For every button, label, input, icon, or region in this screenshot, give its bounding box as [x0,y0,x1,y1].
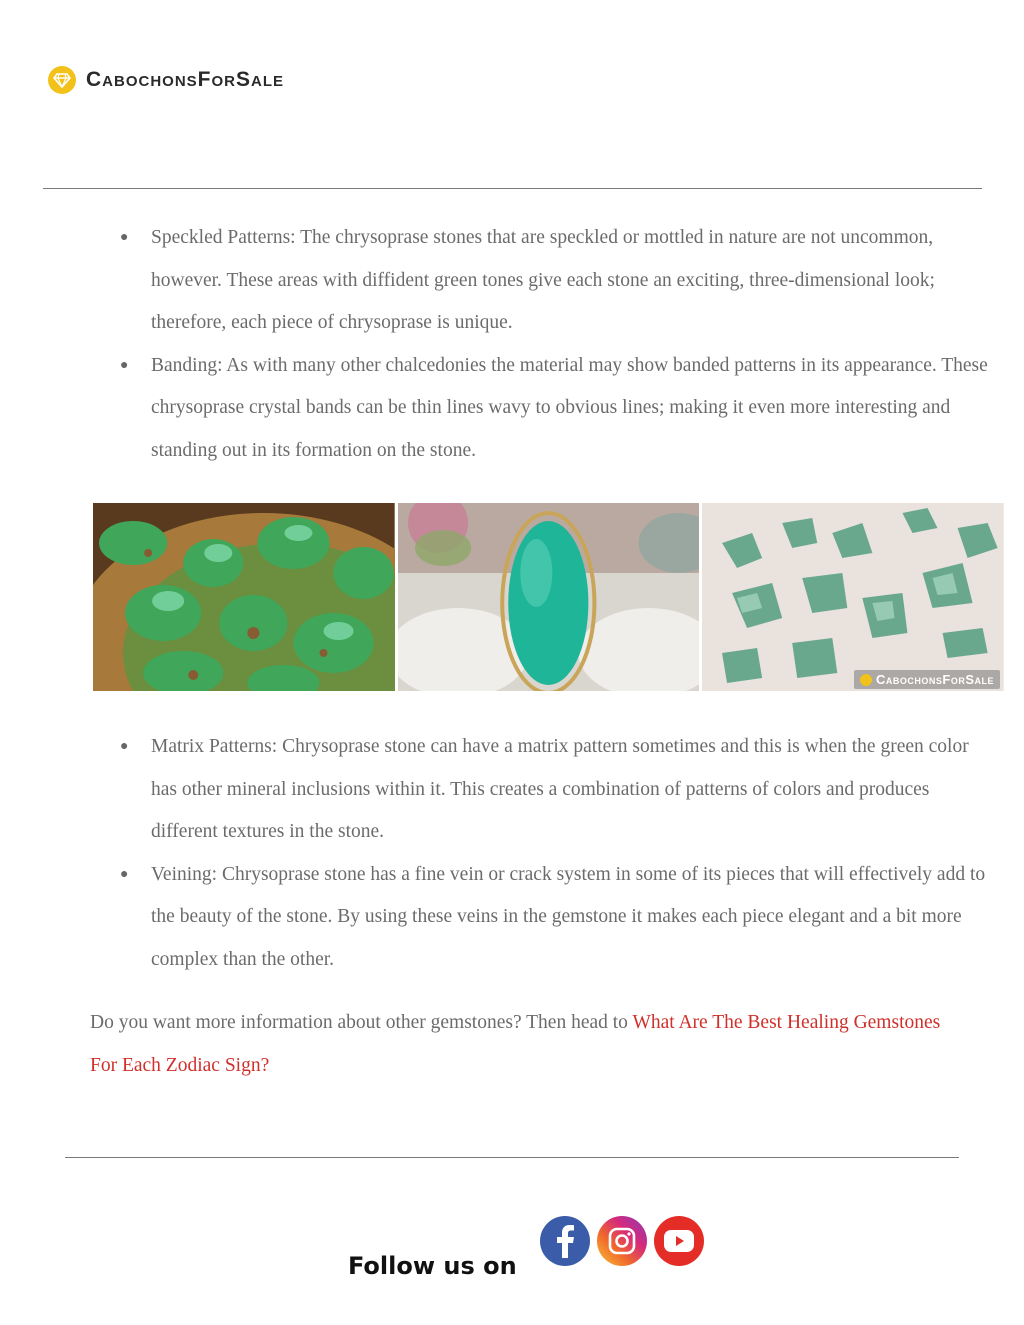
watermark-text: CabochonsForSale [876,672,995,687]
list-item-speckled: ● Speckled Patterns: The chrysoprase stones that are speckled or mottled in nature are not uncommon, however. These areas with diffident green tones give each stone an exciting, three-dimensional look; therefore, each piece of chrysoprase is unique. [110,217,990,345]
header-divider [43,188,982,189]
gem-watermark-icon [860,674,872,686]
list-item-matrix: ● Matrix Patterns: Chrysoprase stone can have a matrix pattern sometimes and this is when the green color has other mineral inclusions within it. This creates a combination of patterns of colors and produces different textures in the stone. [110,726,990,854]
instagram-icon[interactable] [597,1216,647,1266]
facebook-icon[interactable] [540,1216,590,1266]
image-watermark [854,670,1000,689]
zodiac-gemstones-link[interactable]: What Are The Best Healing Gemstones For Each Zodiac Sign? [90,1012,941,1076]
footer-divider [65,1157,959,1158]
chrysoprase-ring-image [398,503,700,691]
rough-chrysoprase-image [702,503,1004,691]
gem-logo-icon [48,66,76,94]
tumbled-chrysoprase-image [93,503,395,691]
pattern-list-1 [110,217,990,472]
list-item-veining: ● Veining: Chrysoprase stone has a fine vein or crack system in some of its pieces that will effectively add to the beauty of the stone. By using these veins in the gemstone it makes each piece elegant and a bit more complex than the other. [110,854,990,982]
follow-us-label: Follow us on [348,1252,517,1280]
chrysoprase-image-strip [93,503,1004,691]
follow-us-section [348,1216,704,1282]
brand-logo[interactable] [48,66,284,94]
list-item-banding: ● Banding: As with many other chalcedonies the material may show banded patterns in its appearance. These chrysoprase crystal bands can be thin lines wavy to obvious lines; making it even more interesting and standing out in its formation on the stone. [110,345,990,473]
closing-text: Do you want more information about other gemstones? Then head to [90,1012,633,1033]
brand-name: CabochonsForSale [86,68,285,91]
closing-paragraph [90,1002,970,1087]
pattern-list-2 [110,726,990,981]
youtube-icon[interactable] [654,1216,704,1266]
